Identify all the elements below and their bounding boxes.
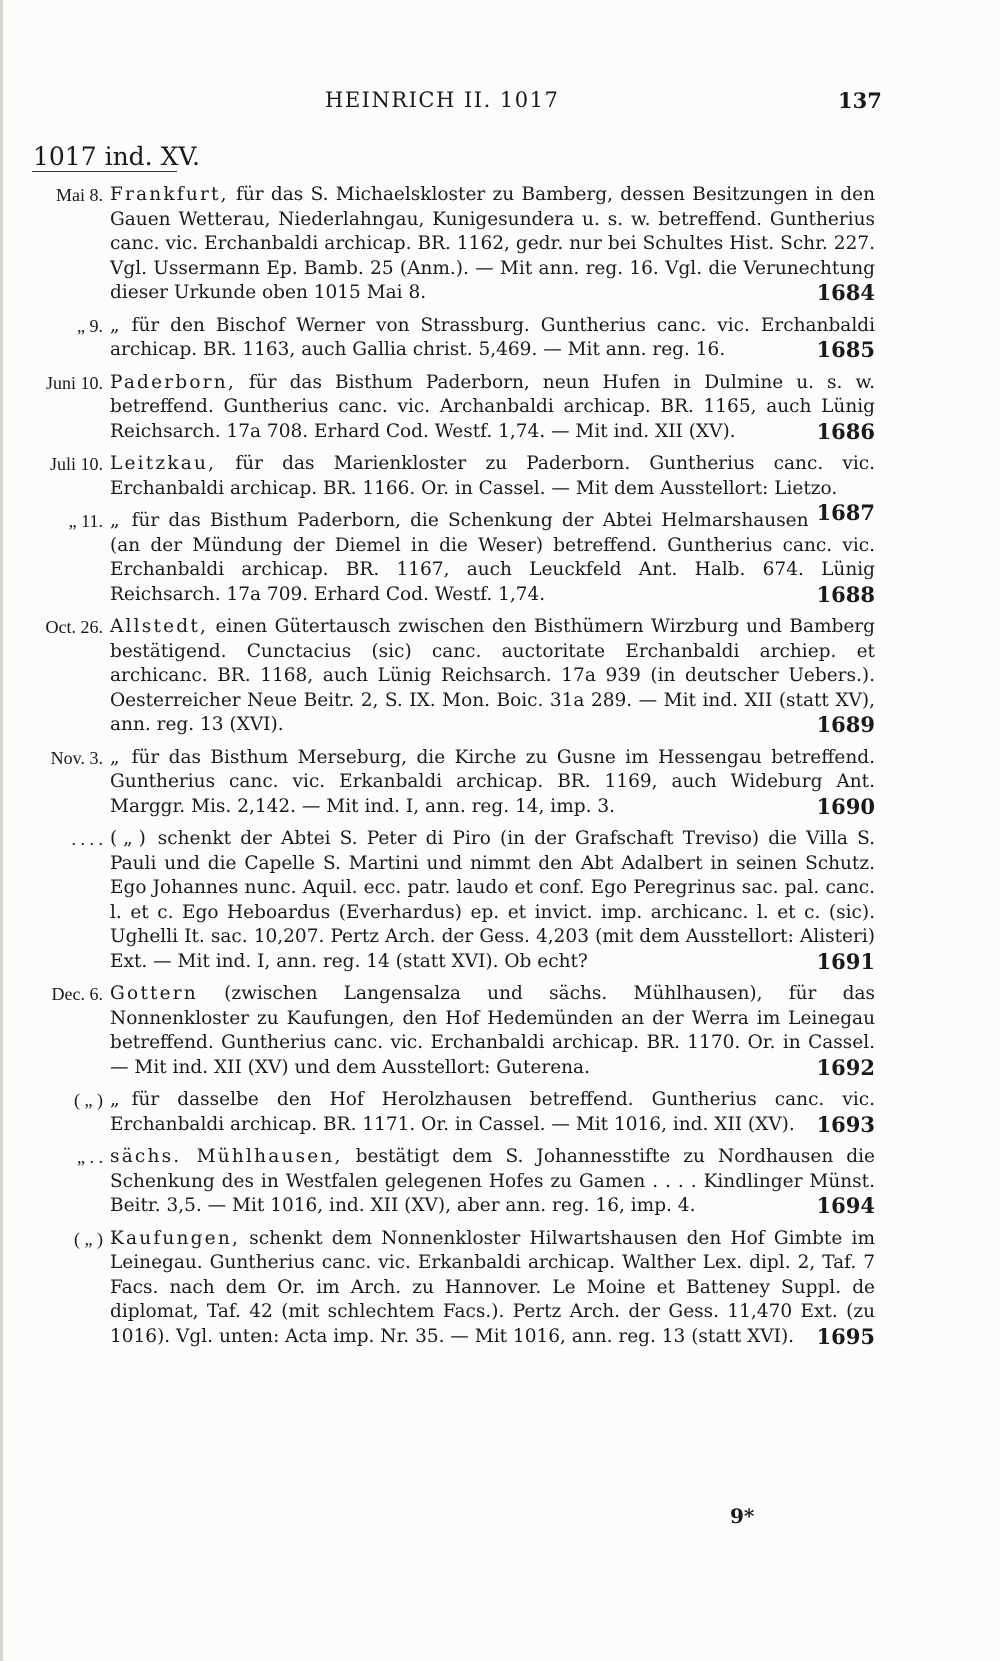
entry-date: Oct. 26.	[45, 617, 103, 637]
signature-mark: 9*	[730, 1504, 755, 1528]
entry-date: „ 11.	[68, 511, 103, 531]
running-title: HEINRICH II. 1017	[325, 88, 560, 112]
entry-date: . . . .	[71, 829, 103, 849]
entry-text: einen Gütertausch zwischen den Bisthümern Wirzburg und Bamberg bestätigend. Cunctacius (sic) canc. auctoritate Erchanbaldi archiep. et archicanc. BR. 1168, auch Lünig Reichsarch. 17a 939 (in deutscher Uebers.). Oesterreicher Neue Beitr. 2, S. IX. Mon. Boic. 31a 289. — Mit ind. XII (statt XV), ann. reg. 13 (XVI).	[110, 616, 875, 735]
ditto-mark: ( „ )	[110, 828, 146, 849]
entry-text: (zwischen Langensalza und sächs. Mühlhausen), für das Nonnenkloster zu Kaufungen, den Hof Hedemünden an der Werra im Leinegau betreffend. Guntherius canc. vic. Erchanbaldi archicap. BR. 1170. Or. in Cassel. — Mit ind. XII (XV) und dem Ausstellort: Guterena.	[110, 983, 875, 1078]
entry-body	[110, 746, 875, 820]
entry-date: „ . .	[77, 1147, 103, 1167]
entry	[0, 371, 1000, 445]
page-number: 137	[838, 88, 882, 113]
entry-date: ( „ )	[74, 1090, 103, 1110]
regest-number: 1694	[816, 1193, 875, 1218]
entry-text: für das Bisthum Merseburg, die Kirche zu Gusne im Hessengau betreffend. Guntherius canc. vic. Erkanbaldi archicap. BR. 1169, auch Wideburg Ant. Marggr. Mis. 2,142. — Mit ind. I, ann. reg. 14, imp. 3.	[110, 746, 875, 817]
entry-place: Kaufungen,	[110, 1227, 241, 1249]
entry-body	[110, 615, 875, 738]
regest-number: 1687	[816, 500, 875, 525]
entry	[0, 982, 1000, 1080]
regest-number: 1691	[816, 948, 875, 974]
entry-date: Mai 8.	[56, 185, 103, 205]
entry	[0, 509, 1000, 607]
entry-text: für den Bischof Werner von Strassburg. Guntherius canc. vic. Erchanbaldi archicap. BR. 1163, auch Gallia christ. 5,469. — Mit ann. reg. 16.	[110, 314, 875, 360]
entry-body	[110, 371, 875, 445]
entry	[0, 1227, 1000, 1350]
regest-number: 1690	[816, 793, 875, 819]
regest-number: 1684	[816, 280, 875, 305]
entry-place: Allstedt,	[110, 616, 209, 637]
year-heading: 1017 ind. XV.	[33, 142, 200, 171]
entry	[0, 746, 1000, 820]
ditto-mark: „	[110, 314, 120, 336]
entry-text: für das Marienkloster zu Paderborn. Guntherius canc. vic. Erchanbaldi archicap. BR. 1166. Or. in Cassel. — Mit dem Ausstellort: Lietzo.	[110, 453, 875, 499]
regest-number: 1685	[816, 337, 875, 362]
regest-number: 1692	[816, 1054, 875, 1080]
entry-place: Gottern	[110, 983, 198, 1004]
entry-place: Paderborn,	[110, 371, 236, 393]
entry-place: sächs. Mühlhausen,	[110, 1146, 343, 1167]
entry	[0, 1088, 1000, 1137]
regest-number: 1689	[816, 712, 875, 737]
entry-date: Juli 10.	[49, 454, 103, 474]
entry	[0, 615, 1000, 738]
entry-body	[110, 1227, 875, 1350]
entry-date: Dec. 6.	[51, 984, 103, 1004]
entry-text: für das S. Michaelskloster zu Bamberg, dessen Besitzungen in den Gauen Wetterau, Niederlahngau, Kunigesundera u. s. w. betreffend. Guntherius canc. vic. Erchanbaldi archicap. BR. 1162, gedr. nur bei Schultes Hist. Schr. 227. Vgl. Ussermann Ep. Bamb. 25 (Anm.). — Mit ann. reg. 16. Vgl. die Verunechtung dieser Urkunde oben 1015 Mai 8.	[110, 184, 875, 303]
entry-body	[110, 1145, 875, 1219]
entry-date: Nov. 3.	[50, 747, 103, 768]
entry	[0, 452, 1000, 525]
entry-body	[110, 452, 875, 525]
entry	[0, 183, 1000, 306]
ditto-mark: „	[110, 746, 120, 768]
entry-date: ( „ )	[74, 1228, 103, 1249]
ditto-mark: „	[110, 1089, 120, 1110]
entry-body	[110, 1088, 875, 1137]
heading-rule	[32, 171, 177, 172]
entry-list	[0, 183, 1000, 1357]
entry-date: „ 9.	[77, 315, 103, 336]
regest-number: 1686	[816, 418, 875, 444]
entry	[0, 827, 1000, 974]
regest-number: 1693	[816, 1111, 875, 1137]
running-head	[0, 88, 1000, 122]
entry-body	[110, 982, 875, 1080]
entry-text: für dasselbe den Hof Herolzhausen betreffend. Guntherius canc. vic. Erchanbaldi archicap. BR. 1171. Or. in Cassel. — Mit 1016, ind. XII (XV).	[110, 1089, 875, 1135]
entry-body	[110, 509, 875, 607]
entry	[0, 314, 1000, 363]
entry-text: für das Bisthum Paderborn, die Schenkung der Abtei Helmarshausen (an der Mündung der Diemel in die Weser) betreffend. Guntherius canc. vic. Erchanbaldi archicap. BR. 1167, auch Leuckfeld Ant. Halb. 674. Lünig Reichsarch. 17a 709. Erhard Cod. Westf. 1,74.	[110, 510, 875, 605]
ditto-mark: „	[110, 510, 120, 531]
entry-place: Frankfurt,	[110, 184, 229, 205]
entry-body	[110, 183, 875, 306]
regest-number: 1688	[816, 581, 875, 607]
entry-date: Juni 10.	[45, 372, 103, 393]
entry-text: schenkt dem Nonnenkloster Hilwartshausen den Hof Gimbte im Leinegau. Guntherius canc. vic. Erkanbaldi archicap. Walther Lex. dipl. 2, Taf. 7 Facs. nach dem Or. im Arch. zu Hannover. Le Moine et Batteney Suppl. de diplomat, Taf. 42 (mit schlechtem Facs.). Pertz Arch. der Gess. 11,470 Ext. (zu 1016). Vgl. unten: Acta imp. Nr. 35. — Mit 1016, ann. reg. 13 (statt XVI).	[110, 1227, 875, 1347]
regest-number: 1695	[816, 1323, 875, 1349]
entry-text: für das Bisthum Paderborn, neun Hufen in Dulmine u. s. w. betreffend. Guntherius canc. vic. Archanbaldi archicap. BR. 1165, auch Lünig Reichsarch. 17a 708. Erhard Cod. Westf. 1,74. — Mit ind. XII (XV).	[110, 371, 875, 442]
entry-body	[110, 827, 875, 974]
entry-text: schenkt der Abtei S. Peter di Piro (in der Grafschaft Treviso) die Villa S. Pauli und die Capelle S. Martini und nimmt den Abt Adalbert in seinen Schutz. Ego Johannes nunc. Aquil. ecc. patr. laudo et conf. Ego Peregrinus sac. pal. canc. l. et c. Ego Heboardus (Everhardus) ep. et invict. imp. archicanc. l. et c. (sic). Ughelli It. sac. 10,207. Pertz Arch. der Gess. 4,203 (mit dem Ausstellort: Alisteri) Ext. — Mit ind. I, ann. reg. 14 (statt XVI). Ob echt?	[110, 828, 875, 972]
entry-text: bestätigt dem S. Johannesstifte zu Nordhausen die Schenkung des in Westfalen gelegenen Hofes zu Gamen . . . . Kindlinger Münst. Beitr. 3,5. — Mit 1016, ind. XII (XV), aber ann. reg. 16, imp. 4.	[110, 1146, 875, 1216]
entry	[0, 1145, 1000, 1219]
entry-body	[110, 314, 875, 363]
entry-place: Leitzkau,	[110, 453, 217, 474]
